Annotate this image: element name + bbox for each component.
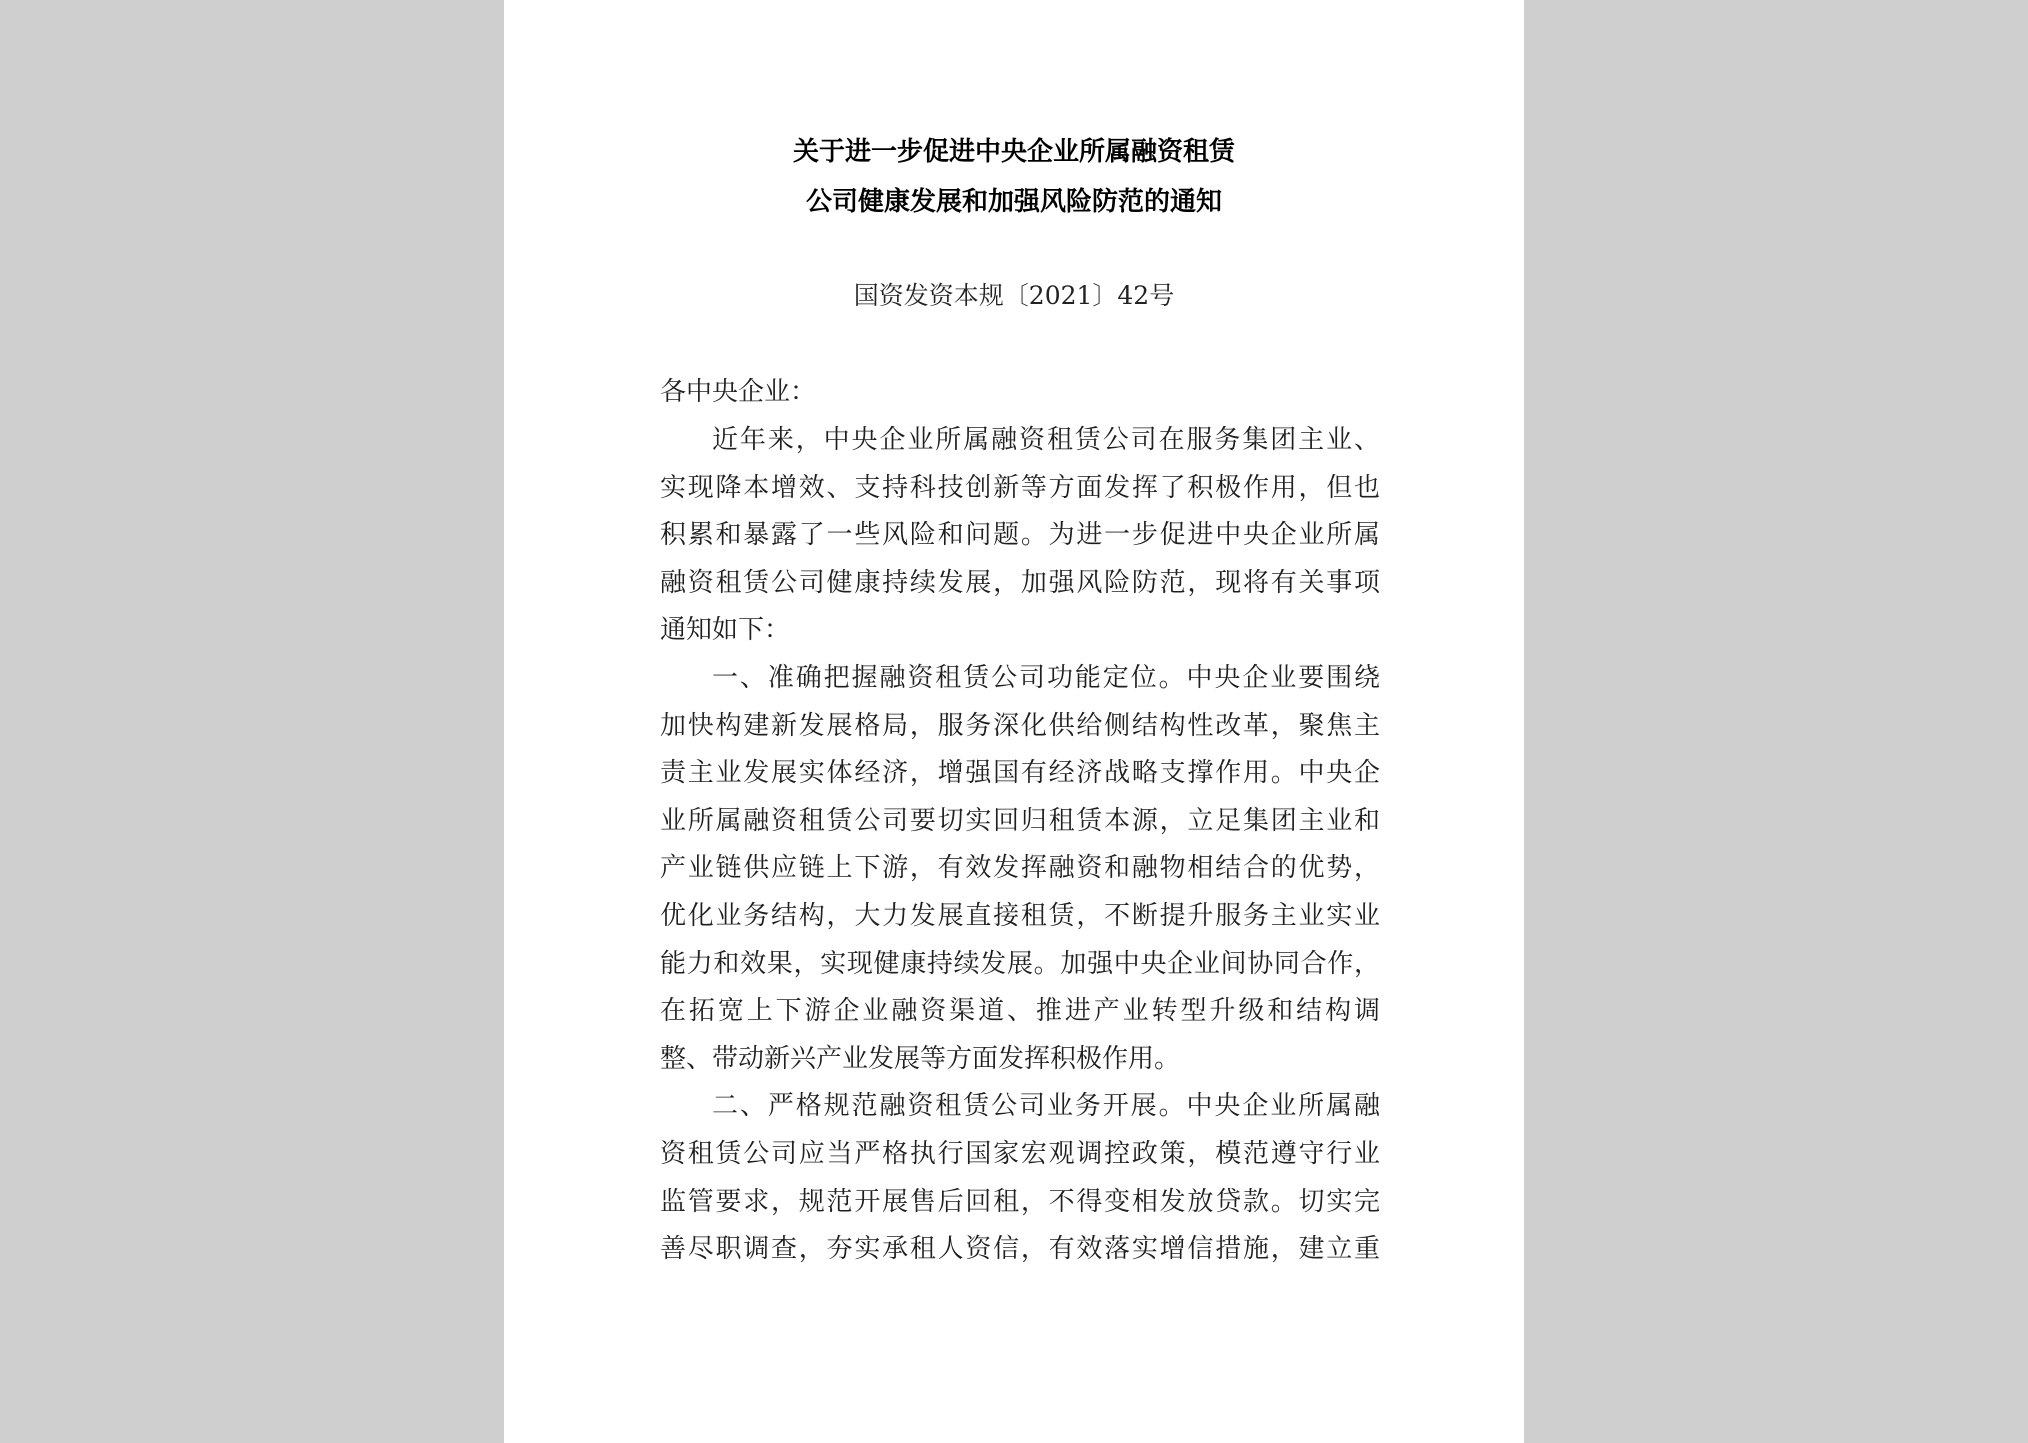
body-line: 实现降本增效、支持科技创新等方面发挥了积极作用，但也 <box>660 472 1380 503</box>
body-line: 善尽职调查，夯实承租人资信，有效落实增信措施，建立重 <box>660 1234 1380 1265</box>
body-line: 优化业务结构，大力发展直接租赁，不断提升服务主业实业 <box>660 900 1380 931</box>
document-title-line-1: 关于进一步促进中央企业所属融资租赁 <box>792 137 1235 167</box>
body-line: 整、带动新兴产业发展等方面发挥积极作用。 <box>660 1043 1181 1074</box>
body-line: 责主业发展实体经济，增强国有经济战略支撑作用。中央企 <box>660 758 1380 789</box>
body-line: 一、准确把握融资租赁公司功能定位。中央企业要围绕 <box>712 662 1380 693</box>
body-line: 产业链供应链上下游，有效发挥融资和融物相结合的优势， <box>660 853 1380 884</box>
body-line: 积累和暴露了一些风险和问题。为进一步促进中央企业所属 <box>660 520 1380 551</box>
body-line: 通知如下： <box>660 615 791 646</box>
document-page <box>504 0 1524 1443</box>
document-number: 国资发资本规〔2021〕42号 <box>853 281 1175 310</box>
salutation: 各中央企业： <box>660 377 817 407</box>
body-line: 融资租赁公司健康持续发展，加强风险防范，现将有关事项 <box>660 567 1380 598</box>
body-line: 监管要求，规范开展售后回租，不得变相发放贷款。切实完 <box>660 1186 1380 1217</box>
body-line: 业所属融资租赁公司要切实回归租赁本源，立足集团主业和 <box>660 805 1380 836</box>
body-line: 在拓宽上下游企业融资渠道、推进产业转型升级和结构调 <box>660 996 1380 1027</box>
body-line: 能力和效果，实现健康持续发展。加强中央企业间协同合作， <box>660 948 1380 979</box>
body-line: 二、严格规范融资租赁公司业务开展。中央企业所属融 <box>712 1091 1380 1122</box>
body-line: 近年来，中央企业所属融资租赁公司在服务集团主业、 <box>712 425 1380 455</box>
document-title-line-2: 公司健康发展和加强风险防范的通知 <box>805 187 1222 217</box>
body-line: 资租赁公司应当严格执行国家宏观调控政策，模范遵守行业 <box>660 1138 1380 1169</box>
body-line: 加快构建新发展格局，服务深化供给侧结构性改革，聚焦主 <box>660 710 1380 741</box>
body-text <box>660 420 1380 1277</box>
